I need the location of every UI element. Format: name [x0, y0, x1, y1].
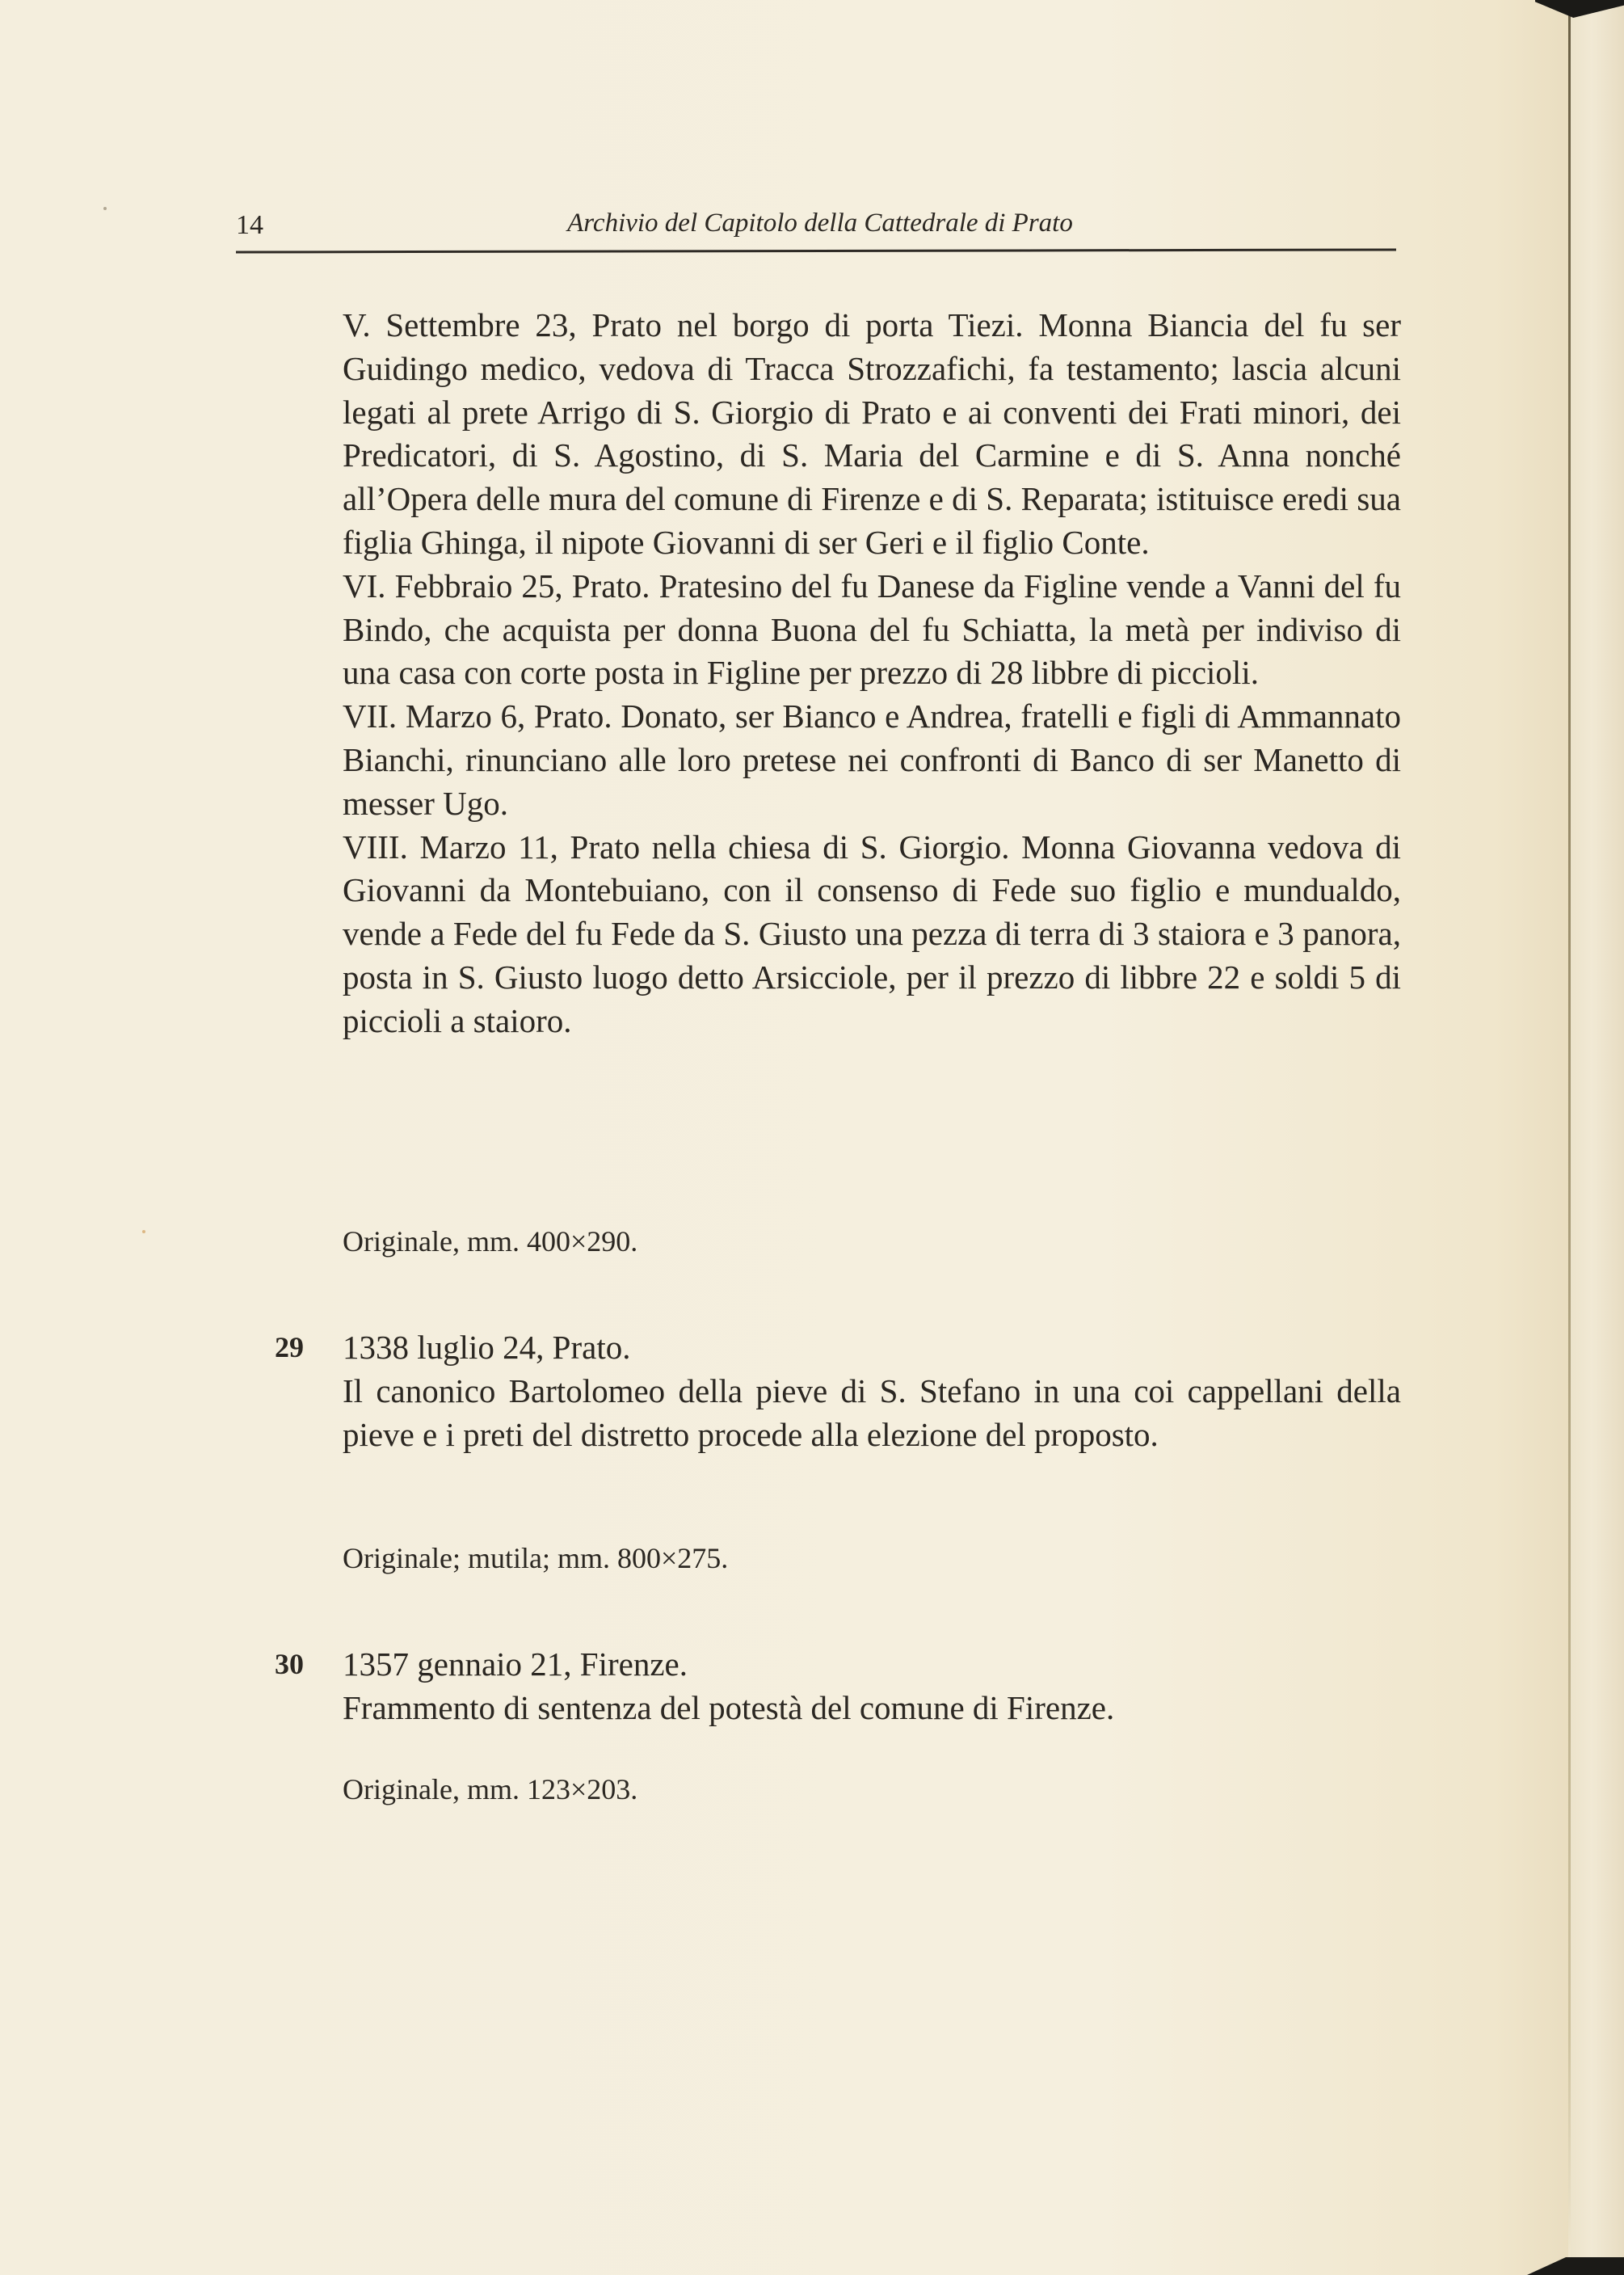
- page-number: 14: [236, 210, 263, 240]
- running-head: [236, 209, 1396, 249]
- archival-note: Originale, mm. 400×290.: [343, 1225, 638, 1258]
- entry-date-place: 1357 gennaio 21, Firenze.: [343, 1645, 688, 1683]
- item-vii: VII. Marzo 6, Prato. Donato, ser Bianco e Andrea, fratelli e figli di Ammannato Bianchi, rinunciano alle loro pretese nei confronti di Banco di ser Manetto di messer Ugo.: [343, 697, 1401, 822]
- paper-speck: [142, 1230, 145, 1233]
- entry-number: 29: [275, 1331, 304, 1363]
- entry-date-place: 1338 luglio 24, Prato.: [343, 1329, 631, 1366]
- entry-30-note-wrap: [343, 1770, 1401, 1809]
- archival-note: Originale; mutila; mm. 800×275.: [343, 1542, 729, 1574]
- entry-number: 30: [275, 1648, 304, 1680]
- item-v: V. Settembre 23, Prato nel borgo di porta Tiezi. Monna Biancia del fu ser Guidingo medico, vedova di Tracca Strozzafichi, fa testamento; lascia alcuni legati al prete Arrigo di S. Giorgio di Prato e ai conventi dei Frati minori, dei Predicatori, di S. Agostino, di S. Maria del Carmine e di S. Anna nonché all’Opera delle mura del comune di Firenze e di S. Reparata; istituisce eredi sua figlia Ghinga, il nipote Giovanni di ser Geri e il figlio Conte.: [343, 306, 1401, 561]
- archival-note: Originale, mm. 123×203.: [343, 1773, 638, 1805]
- item-vi: VI. Febbraio 25, Prato. Pratesino del fu Danese da Figline vende a Vanni del fu Bindo, che acquista per donna Buona del fu Schiatta, la metà per indiviso di una casa con corte posta in Figline per prezzo di 28 libbre di piccioli.: [343, 567, 1401, 692]
- entry-content: [343, 1326, 1401, 1456]
- running-title: Archivio del Capitolo della Cattedrale di Prato: [567, 209, 1073, 238]
- continued-entry: [343, 304, 1401, 1043]
- paper-speck: [103, 207, 107, 210]
- item-viii: VIII. Marzo 11, Prato nella chiesa di S. Giorgio. Monna Giovanna vedova di Giovanni da Montebuiano, con il consenso di Fede suo figlio e mundualdo, vende a Fede del fu Fede da S. Giusto una pezza di terra di 3 staiora e 3 panora, posta in S. Giusto luogo detto Arsicciole, per il prezzo di libbre 22 e soldi 5 di piccioli a staioro.: [343, 828, 1401, 1039]
- entry-content: [343, 1643, 1401, 1730]
- entry-29-note-wrap: [343, 1539, 1401, 1578]
- entry-summary: Frammento di sentenza del potestà del comune di Firenze.: [343, 1688, 1115, 1726]
- entry-summary: Il canonico Bartolomeo della pieve di S. Stefano in una coi cappellani della pieve e i preti del distretto procede alla elezione del proposto.: [343, 1371, 1401, 1453]
- next-page-edge: [1571, 0, 1624, 2275]
- continued-entry-note-wrap: [343, 1222, 1401, 1261]
